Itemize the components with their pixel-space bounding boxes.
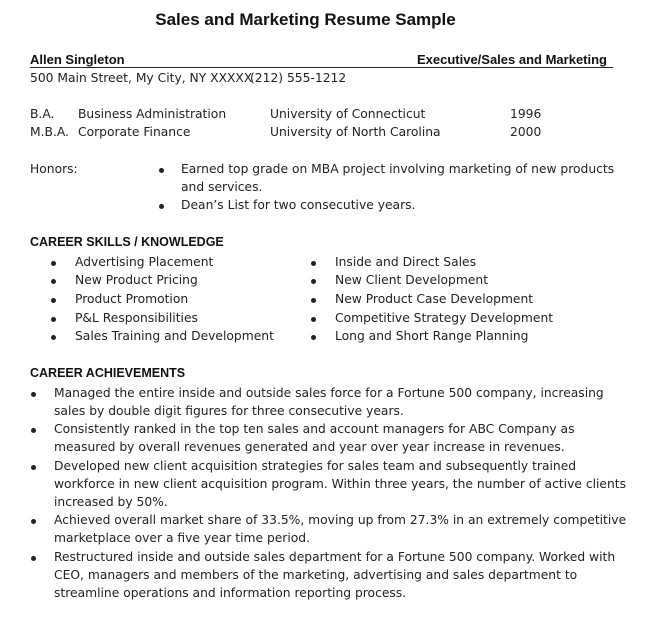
achievement-2-line-2: measured by overall revenues generated and year over year increase in revenues. (54, 440, 565, 454)
bullet-icon (51, 298, 56, 303)
honor-2-line-1: Dean’s List for two consecutive years. (181, 198, 416, 212)
achievement-4-line-2: marketplace over a five year time period. (54, 531, 311, 545)
bullet-icon (311, 261, 316, 266)
candidate-name: Allen Singleton (30, 52, 125, 67)
edu-field-2: Corporate Finance (78, 125, 191, 139)
bullet-icon (51, 261, 56, 266)
edu-school-1: University of Connecticut (270, 107, 426, 121)
header-rule (30, 67, 613, 68)
skill-left-4: P&L Responsibilities (75, 311, 198, 325)
bullet-icon (31, 519, 36, 524)
candidate-role: Executive/Sales and Marketing (416, 52, 607, 67)
edu-degree-2: M.B.A. (30, 125, 69, 139)
achievement-1-line-2: sales by double digit figures for three consecutive years. (54, 404, 404, 418)
skill-right-5: Long and Short Range Planning (335, 329, 529, 343)
bullet-icon (311, 335, 316, 340)
achievement-5-line-1: Restructured inside and outside sales department for a Fortune 500 company. Worked with (54, 550, 616, 564)
achievement-1-line-1: Managed the entire inside and outside sales force for a Fortune 500 company, increasing (54, 386, 604, 400)
honor-1-line-1: Earned top grade on MBA project involving marketing of new products (181, 162, 615, 176)
bullet-icon (31, 392, 36, 397)
bullet-icon (311, 317, 316, 322)
achievement-2-line-1: Consistently ranked in the top ten sales and account managers for ABC Company as (54, 422, 575, 436)
skill-left-5: Sales Training and Development (75, 329, 274, 343)
bullet-icon (159, 168, 164, 173)
achievement-4-line-1: Achieved overall market share of 33.5%, moving up from 27.3% in an extremely competitive (54, 513, 627, 527)
skill-right-1: Inside and Direct Sales (335, 255, 477, 269)
edu-year-1: 1996 (510, 107, 542, 121)
bullet-icon (51, 279, 56, 284)
achievements-heading: CAREER ACHIEVEMENTS (30, 366, 186, 380)
bullet-icon (31, 556, 36, 561)
bullet-icon (311, 298, 316, 303)
skills-heading: CAREER SKILLS / KNOWLEDGE (30, 235, 224, 249)
bullet-icon (51, 335, 56, 340)
achievement-5-line-3: streamline operations and information reporting process. (54, 586, 407, 600)
skill-right-3: New Product Case Development (335, 292, 534, 306)
page-title: Sales and Marketing Resume Sample (155, 10, 456, 29)
edu-degree-1: B.A. (30, 107, 55, 121)
skill-left-2: New Product Pricing (75, 273, 198, 287)
bullet-icon (159, 204, 164, 209)
bullet-icon (311, 279, 316, 284)
skill-left-3: Product Promotion (75, 292, 189, 306)
achievement-3-line-3: increased by 50%. (54, 495, 168, 509)
skill-left-1: Advertising Placement (75, 255, 214, 269)
achievement-3-line-2: workforce in new client acquisition program. Within three years, the number of active clients (54, 477, 627, 491)
phone: (212) 555-1212 (250, 71, 347, 85)
bullet-icon (31, 428, 36, 433)
achievement-3-line-1: Developed new client acquisition strategies for sales team and subsequently trained (54, 459, 577, 473)
edu-field-1: Business Administration (78, 107, 227, 121)
address: 500 Main Street, My City, NY XXXXX (30, 71, 253, 85)
bullet-icon (51, 317, 56, 322)
edu-year-2: 2000 (510, 125, 542, 139)
bullet-icon (31, 465, 36, 470)
skill-right-2: New Client Development (335, 273, 489, 287)
achievement-5-line-2: CEO, managers and members of the marketing, advertising and sales department to (54, 568, 578, 582)
honor-1-line-2: and services. (181, 180, 263, 194)
honors-label: Honors: (30, 162, 78, 176)
edu-school-2: University of North Carolina (270, 125, 441, 139)
skill-right-4: Competitive Strategy Development (335, 311, 554, 325)
